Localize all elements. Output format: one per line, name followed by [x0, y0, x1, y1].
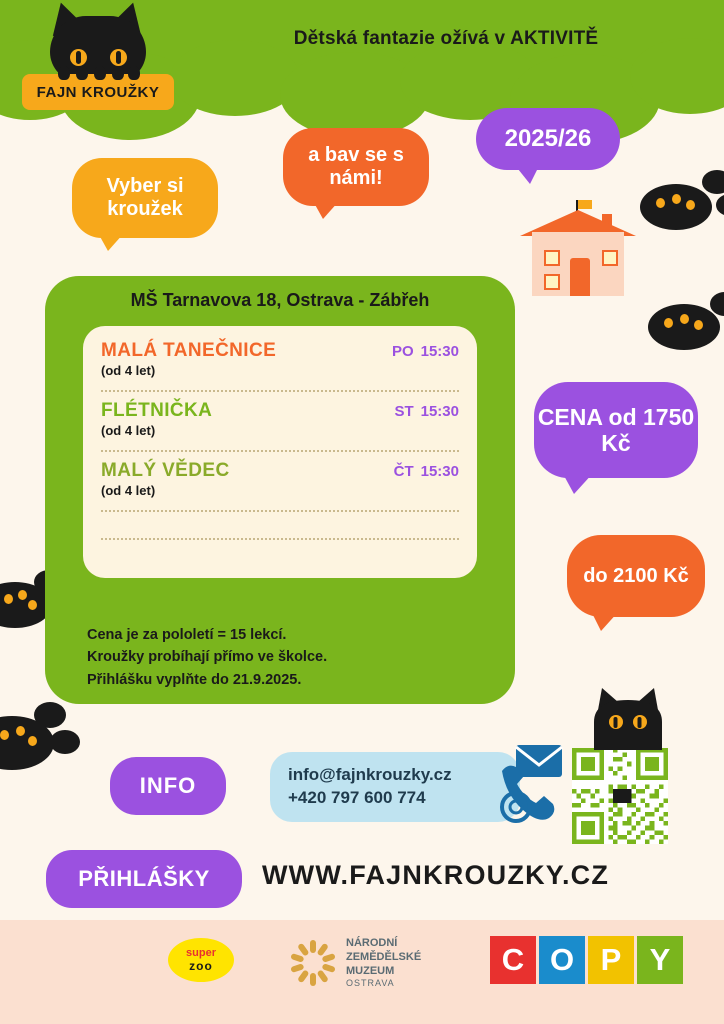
brand-logo — [22, 16, 174, 112]
nzm-line3: MUZEUM — [346, 965, 395, 978]
email-text[interactable]: info@fajnkrouzky.cz — [288, 765, 452, 785]
course-day: ST — [394, 403, 414, 420]
school-house-icon — [520, 200, 636, 296]
bubble-price-to: do 2100 Kč — [567, 535, 705, 617]
divider — [101, 510, 459, 512]
copy-letter: P — [588, 936, 634, 984]
bubble-price-from: CENA od 1750 Kč — [534, 382, 698, 478]
cat-eye-left-icon — [70, 49, 87, 66]
course-day: ČT — [393, 463, 414, 480]
contact-box — [270, 752, 520, 822]
prihlasky-badge[interactable]: PŘIHLÁŠKY — [46, 850, 242, 908]
qr-code-icon — [572, 748, 668, 844]
nzm-line4: OSTRAVA — [346, 978, 395, 989]
bubble-year: 2025/26 — [476, 108, 620, 170]
course-schedule — [394, 463, 459, 480]
bubble-have-fun: a bav se s námi! — [283, 128, 429, 206]
envelope-icon — [516, 745, 562, 777]
course-name: FLÉTNIČKA — [101, 400, 213, 421]
list-item — [101, 340, 459, 384]
school-address: MŠ Tarnavova 18, Ostrava - Zábřeh — [130, 290, 430, 310]
card-notes — [87, 624, 487, 691]
copy-letter: C — [490, 936, 536, 984]
website-url[interactable]: WWW.FAJNKROUZKY.CZ — [262, 860, 610, 890]
bubble-choose-club: Vyber si kroužek — [72, 158, 218, 238]
cat-peeking-icon — [588, 688, 668, 750]
course-day: PO — [391, 343, 414, 360]
paw-print-icon — [0, 702, 84, 776]
course-name: MALÝ VĚDEC — [101, 460, 230, 481]
partner-nzm-logo — [290, 938, 490, 988]
divider — [101, 390, 459, 392]
contact-icons — [496, 745, 566, 825]
info-badge: INFO — [110, 757, 226, 815]
divider — [101, 450, 459, 452]
superzoo-line1: super — [186, 947, 216, 959]
school-card — [45, 276, 515, 704]
logo-text: FAJN KROUŽKY — [36, 83, 160, 101]
note-line: Kroužky probíhají přímo ve školce. — [87, 649, 328, 666]
nzm-line2: ZEMĚDĚLSKÉ — [346, 951, 422, 964]
course-age: (od 4 let) — [101, 363, 156, 378]
note-line: Cena je za pololetí = 15 lekcí. — [87, 627, 287, 643]
course-schedule — [392, 343, 459, 360]
phone-text[interactable]: +420 797 600 774 — [288, 788, 426, 807]
course-schedule — [394, 403, 459, 420]
course-age: (od 4 let) — [101, 423, 156, 438]
partner-superzoo-logo — [168, 938, 234, 982]
superzoo-line2: zoo — [189, 959, 213, 973]
list-item — [101, 400, 459, 444]
wheat-circle-icon — [290, 940, 336, 986]
course-age: (od 4 let) — [101, 483, 156, 498]
course-time: 15:30 — [420, 463, 459, 480]
paw-print-icon — [638, 290, 724, 354]
list-item — [101, 460, 459, 504]
divider — [101, 538, 459, 540]
note-line: Přihlášku vyplňte do 21.9.2025. — [87, 671, 302, 688]
cat-eye-right-icon — [110, 49, 127, 66]
paws-decoration-icon — [58, 66, 140, 80]
course-time: 15:30 — [420, 403, 459, 420]
course-time: 15:30 — [420, 343, 459, 360]
copy-letter: O — [539, 936, 585, 984]
course-name: MALÁ TANEČNICE — [101, 340, 277, 361]
paw-print-icon — [630, 170, 724, 234]
partner-copy-logo — [490, 936, 683, 984]
green-blob — [170, 40, 300, 116]
nzm-line1: NÁRODNÍ — [346, 937, 398, 950]
qr-code[interactable] — [572, 748, 668, 844]
course-list — [83, 326, 477, 578]
page-title: Dětská fantazie ožívá v AKTIVITĚ — [293, 28, 599, 49]
copy-letter: Y — [637, 936, 683, 984]
